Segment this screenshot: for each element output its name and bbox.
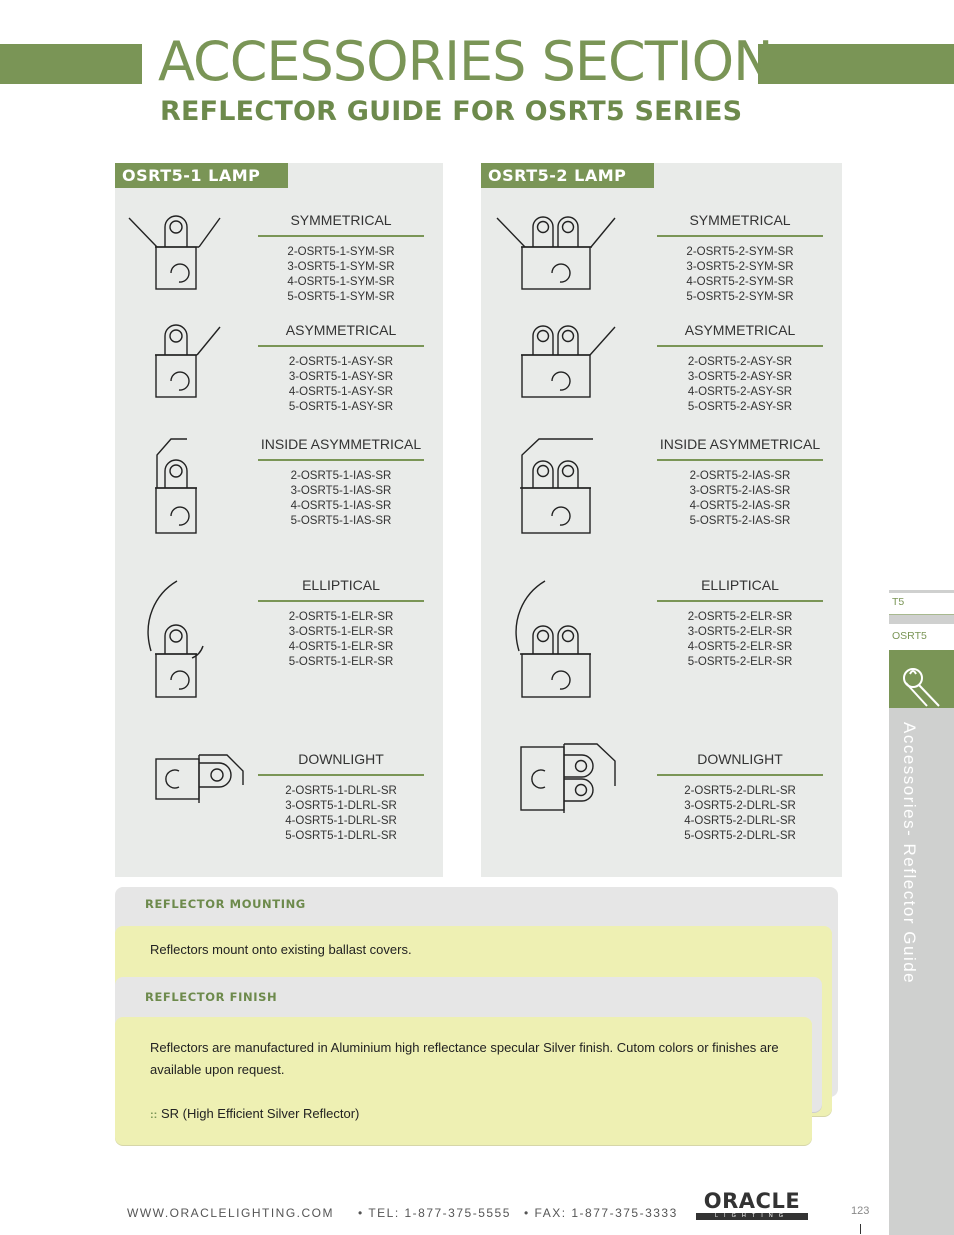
group-title: INSIDE ASYMMETRICAL [659,436,821,452]
divider [258,600,424,602]
product-code: 2-OSRT5-2-DLRL-SR [684,785,796,797]
product-code: 3-OSRT5-2-ASY-SR [687,371,793,383]
divider [657,345,823,347]
page-number: 123 [851,1205,870,1217]
asymmetrical-reflector-icon [127,323,227,403]
divider [657,459,823,461]
product-code: 4-OSRT5-2-DLRL-SR [684,815,796,827]
bullet-marker: :: [150,1109,158,1121]
mounting-heading: REFLECTOR MOUNTING [145,897,306,911]
logo-wordmark: ORACLE [703,1189,801,1213]
group-asymmetrical [657,319,823,415]
product-code: 4-OSRT5-2-SYM-SR [686,276,794,288]
divider [258,235,424,237]
group-title: ASYMMETRICAL [684,322,796,338]
product-code: 2-OSRT5-1-ASY-SR [288,356,394,368]
group-inside-asymmetrical [258,433,424,529]
group-title: SYMMETRICAL [689,212,791,228]
footer-tel: • TEL: 1-877-375-5555 [358,1206,511,1220]
product-code: 4-OSRT5-2-ASY-SR [687,386,793,398]
footer-website[interactable]: WWW.ORACLELIGHTING.COM [127,1206,334,1220]
downlight-reflector-icon [127,751,247,811]
finish-text: Reflectors are manufactured in Aluminium high reflectance specular Silver finish. Cutom colors or finishes are available upon request. [150,1040,779,1077]
group-downlight [258,748,424,844]
header-bar-left [0,44,142,84]
product-code: 5-OSRT5-2-DLRL-SR [684,830,796,842]
product-code: 3-OSRT5-1-DLRL-SR [285,800,397,812]
panel-tab-osrt5-2: OSRT5-2 LAMP [481,163,654,188]
side-tab-osrt5[interactable]: OSRT5 [889,624,954,650]
product-code: 3-OSRT5-2-DLRL-SR [684,800,796,812]
product-code: 5-OSRT5-1-DLRL-SR [285,830,397,842]
product-code: 5-OSRT5-2-ASY-SR [687,401,793,413]
group-asymmetrical [258,319,424,415]
divider [258,459,424,461]
oracle-logo [696,1190,808,1218]
downlight-reflector-icon [495,741,620,816]
bullet-text: SR (High Efficient Silver Reflector) [160,1106,360,1121]
product-code: 2-OSRT5-2-SYM-SR [686,246,794,258]
group-title: DOWNLIGHT [697,751,783,767]
group-title: SYMMETRICAL [290,212,392,228]
page-subtitle: REFLECTOR GUIDE FOR OSRT5 SERIES [160,96,743,127]
product-code: 4-OSRT5-1-IAS-SR [290,500,392,512]
header-bar-right [758,44,954,84]
inside-asymmetrical-reflector-icon [495,433,620,538]
lamp-icon [889,650,954,708]
product-code: 5-OSRT5-1-IAS-SR [290,515,392,527]
product-code: 2-OSRT5-2-IAS-SR [689,470,791,482]
product-code: 2-OSRT5-1-DLRL-SR [285,785,397,797]
product-code: 2-OSRT5-1-SYM-SR [287,246,395,258]
product-code: 4-OSRT5-1-ELR-SR [288,641,394,653]
side-tab-t5[interactable]: T5 [889,593,954,615]
product-code: 4-OSRT5-1-ASY-SR [288,386,394,398]
product-code: 4-OSRT5-2-ELR-SR [687,641,793,653]
group-title: ELLIPTICAL [302,577,380,593]
side-vertical-label: Accessories- Reflector Guide [900,722,919,985]
panel-osrt5-2 [481,163,842,877]
product-code: 3-OSRT5-1-IAS-SR [290,485,392,497]
elliptical-reflector-icon [495,576,620,701]
product-code: 3-OSRT5-1-ELR-SR [288,626,394,638]
group-downlight [657,748,823,844]
product-code: 5-OSRT5-1-ASY-SR [288,401,394,413]
product-code: 2-OSRT5-2-ELR-SR [687,611,793,623]
symmetrical-reflector-icon [495,213,620,293]
divider [657,235,823,237]
elliptical-reflector-icon [127,576,227,701]
product-code: 3-OSRT5-1-ASY-SR [288,371,394,383]
group-title: INSIDE ASYMMETRICAL [260,436,422,452]
product-code: 5-OSRT5-2-IAS-SR [689,515,791,527]
divider [258,345,424,347]
product-code: 5-OSRT5-2-ELR-SR [687,656,793,668]
finish-heading: REFLECTOR FINISH [145,990,278,1004]
footer-fax: • FAX: 1-877-375-3333 [524,1206,678,1220]
product-code: 5-OSRT5-1-ELR-SR [288,656,394,668]
page-title: ACCESSORIES SECTION [158,30,773,93]
divider [657,774,823,776]
product-code: 5-OSRT5-2-SYM-SR [686,291,794,303]
product-code: 2-OSRT5-1-ELR-SR [288,611,394,623]
finish-bullet [150,1103,359,1126]
mounting-text: Reflectors mount onto existing ballast covers. [150,942,412,957]
panel-tab-osrt5-1: OSRT5-1 LAMP [115,163,288,188]
finish-card [115,1017,812,1145]
panel-osrt5-1 [115,163,443,877]
group-title: DOWNLIGHT [298,751,384,767]
group-symmetrical [258,209,424,305]
product-code: 3-OSRT5-1-SYM-SR [287,261,395,273]
logo-tagline: LIGHTING [696,1213,808,1220]
product-code: 2-OSRT5-1-IAS-SR [290,470,392,482]
divider [657,600,823,602]
group-inside-asymmetrical [657,433,823,529]
group-elliptical [258,574,424,670]
inside-asymmetrical-reflector-icon [127,433,227,538]
side-lamp-panel [889,650,954,708]
group-title: ASYMMETRICAL [285,322,397,338]
group-title: ELLIPTICAL [701,577,779,593]
group-symmetrical [657,209,823,305]
product-code: 4-OSRT5-2-IAS-SR [689,500,791,512]
product-code: 4-OSRT5-1-DLRL-SR [285,815,397,827]
divider [258,774,424,776]
product-code: 2-OSRT5-2-ASY-SR [687,356,793,368]
product-code: 4-OSRT5-1-SYM-SR [287,276,395,288]
product-code: 3-OSRT5-2-ELR-SR [687,626,793,638]
product-code: 5-OSRT5-1-SYM-SR [287,291,395,303]
group-elliptical [657,574,823,670]
asymmetrical-reflector-icon [495,323,620,403]
page-tick [860,1224,861,1234]
symmetrical-reflector-icon [127,213,227,293]
product-code: 3-OSRT5-2-SYM-SR [686,261,794,273]
product-code: 3-OSRT5-2-IAS-SR [689,485,791,497]
